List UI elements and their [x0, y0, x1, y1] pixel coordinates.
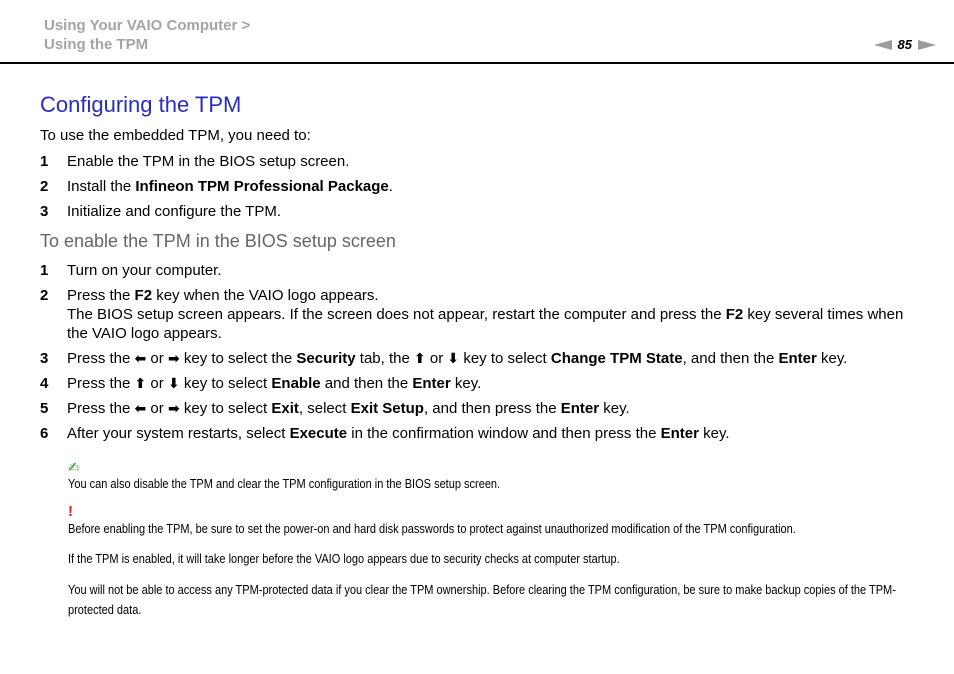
step-number: 2 [40, 287, 49, 304]
up-arrow-icon: ⬆ [414, 350, 426, 366]
key-enter: Enter [778, 350, 817, 367]
breadcrumb-parent[interactable]: Using Your VAIO Computer > [44, 17, 251, 34]
intro-text: To use the embedded TPM, you need to: [40, 127, 311, 144]
left-arrow-icon: ⬅ [134, 400, 147, 416]
list-item [40, 286, 920, 343]
list-item [40, 399, 920, 418]
option-execute: Execute [289, 425, 348, 442]
key-enter: Enter [412, 375, 451, 392]
key-enter: Enter [560, 400, 600, 417]
warning-block [68, 505, 928, 620]
option-change-tpm-state: Change TPM State [550, 350, 683, 367]
list-item [40, 374, 920, 393]
step-number: 1 [40, 262, 49, 279]
warning-text: Before enabling the TPM, be sure to set the power-on and hard disk passwords to protect against unauthorized modification of the TPM configuration. [68, 522, 796, 536]
up-arrow-icon: ⬆ [134, 375, 147, 391]
step-text: Press the ⬅ or ➡ key to select the Security tab, the ⬆ or ⬇ key to select Change TPM State, and then the Enter key. [67, 350, 848, 367]
pencil-note-icon: ✍ [68, 459, 80, 475]
key-enter: Enter [660, 425, 699, 442]
step-number: 3 [40, 203, 49, 220]
step-number: 4 [40, 375, 49, 392]
step-text: Install the Infineon TPM Professional Package. [67, 178, 393, 195]
list-item [40, 177, 920, 196]
page-title: Configuring the TPM [40, 92, 242, 117]
left-arrow-icon: ⬅ [134, 350, 147, 366]
step-text: Turn on your computer. [67, 262, 222, 279]
warning-text: You will not be able to access any TPM-protected data if you clear the TPM ownership. Before clearing the TPM configuration, be sure to make backup copies of the TPM-protected data. [68, 583, 896, 617]
section-subtitle: To enable the TPM in the BIOS setup screen [40, 231, 396, 251]
exclamation-icon: ! [68, 503, 73, 520]
next-page-icon[interactable] [918, 40, 936, 50]
warning-text: If the TPM is enabled, it will take longer before the VAIO logo appears due to security checks at computer startup. [68, 552, 620, 566]
step-number: 5 [40, 400, 49, 417]
step-text: After your system restarts, select Execute in the confirmation window and then press the Enter key. [67, 425, 730, 442]
step-text: Enable the TPM in the BIOS setup screen. [67, 153, 350, 170]
previous-page-icon[interactable] [874, 40, 892, 50]
step-text: Initialize and configure the TPM. [67, 203, 282, 220]
menu-security: Security [296, 350, 356, 367]
step-number: 3 [40, 350, 49, 367]
note-text: You can also disable the TPM and clear the TPM configuration in the BIOS setup screen. [68, 477, 501, 491]
menu-exit: Exit [271, 400, 299, 417]
list-item [40, 349, 920, 368]
page-header [0, 0, 954, 64]
step-number: 2 [40, 178, 49, 195]
option-enable: Enable [271, 375, 321, 392]
step-number: 6 [40, 425, 49, 442]
step-text: Press the F2 key when the VAIO logo appears. The BIOS setup screen appears. If the screen does not appear, restart the computer and press the F2 key several times when the VAIO logo appears. [67, 287, 904, 342]
list-item [40, 424, 920, 443]
breadcrumb [44, 16, 250, 54]
list-item [40, 202, 920, 221]
header-divider [0, 62, 954, 64]
list-item [40, 261, 920, 280]
down-arrow-icon: ⬇ [167, 375, 180, 391]
key-f2: F2 [134, 287, 153, 304]
down-arrow-icon: ⬇ [447, 350, 460, 366]
breadcrumb-current[interactable]: Using the TPM [44, 36, 149, 53]
page-navigator [874, 37, 936, 52]
step-text: Press the ⬆ or ⬇ key to select Enable and then the Enter key. [67, 375, 482, 392]
list-item [40, 152, 920, 171]
right-arrow-icon: ➡ [167, 350, 180, 366]
setup-steps-list [40, 152, 920, 227]
option-exit-setup: Exit Setup [350, 400, 424, 417]
key-f2: F2 [725, 306, 744, 323]
step-number: 1 [40, 153, 49, 170]
right-arrow-icon: ➡ [167, 400, 180, 416]
bios-steps-list [40, 261, 920, 449]
note-block [68, 460, 928, 494]
page-number: 85 [897, 37, 912, 52]
step-text: Press the ⬅ or ➡ key to select Exit, select Exit Setup, and then press the Enter key. [67, 400, 630, 417]
package-name: Infineon TPM Professional Package [135, 178, 389, 195]
